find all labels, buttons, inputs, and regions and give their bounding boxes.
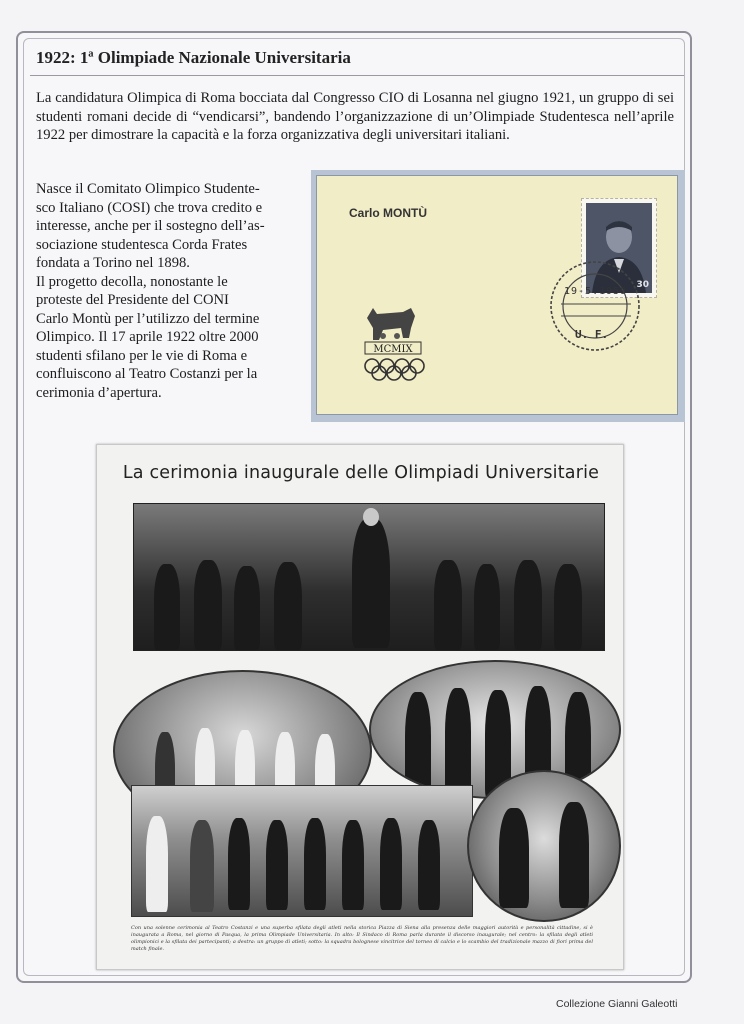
player-figure <box>228 818 250 910</box>
player-figure <box>499 808 529 908</box>
player-figure <box>418 820 440 910</box>
player-figure <box>559 802 589 908</box>
body-line: Nasce il Comitato Olimpico Studente- <box>36 181 260 197</box>
audience-figure <box>274 562 302 650</box>
clipping-caption: Con una solenne cerimonia al Teatro Costanzi e una superba sfilata degli atleti nella storica Piazza di Siena alla presenza delle maggiori autorità e personalità cittadine, si è inaugurata a Roma, nel giorno di Pasqua, la prima Olimpiade Universitaria. In alto: Il Sindaco di Roma parla durante il discorso inaugurale; nel centro: la sfilata degli atleti olimpionici e la sfilata dei partecipanti; a destra: un gruppo di atleti; sotto: la squadra bolognese vincitrice del torneo di calcio e lo scambio del tradizionale mazzo di fiori prima del match finale. <box>131 925 593 952</box>
postmark-date: 19-5.1959 <box>564 286 628 297</box>
audience-figure <box>554 564 582 650</box>
player-figure <box>304 818 326 910</box>
player-figure <box>380 818 402 910</box>
photo-football-team <box>131 785 473 917</box>
body-line: Olimpico. Il 17 aprile 1922 oltre 2000 <box>36 329 259 345</box>
page-title: 1922: 1ª Olimpiade Nazionale Universitaria <box>36 48 351 67</box>
player-figure <box>266 820 288 910</box>
player-figure <box>190 820 214 912</box>
postcard-mat <box>311 170 685 422</box>
official-figure <box>445 688 471 798</box>
emblem-roman-numeral: MCMIX <box>373 344 413 355</box>
intro-paragraph: La candidatura Olimpica di Roma bocciata dal Congresso CIO di Losanna nel giugno 1921, un gruppo di sei studenti romani decide di “vendicarsi”, bandendo l’organizzazione di un’Olimpiade Studentesca nell’aprile 1922 per dimostrare la capacità e la forza organizzativa degli universitari italiani. <box>36 90 674 143</box>
official-figure <box>405 692 431 799</box>
photo-officials-group <box>369 660 621 799</box>
stamp-value: 30 <box>636 280 649 290</box>
body-line: interesse, anche per il sostegno dell’as- <box>36 218 265 234</box>
speaker-figure <box>352 518 390 648</box>
body-line: sco Italiano (COSI) che trova credito e <box>36 199 263 216</box>
photo-ceremony-stage <box>133 503 605 651</box>
body-line: proteste del Presidente del CONI <box>36 292 229 308</box>
player-figure <box>146 816 168 912</box>
clipping-headline: La cerimonia inaugurale delle Olimpiadi Universitarie <box>122 463 600 483</box>
audience-figure <box>234 566 260 650</box>
photo-bouquet-exchange <box>467 770 621 922</box>
audience-figure <box>194 560 222 650</box>
newspaper-clipping <box>96 444 624 970</box>
body-line: sociazione studentesca Corda Frates <box>36 236 248 253</box>
postmark-cancellation <box>539 256 651 356</box>
body-line: studenti sfilano per le vie di Roma e <box>36 347 248 364</box>
title-divider <box>30 75 684 76</box>
postcard-name: Carlo MONTÙ <box>349 206 427 220</box>
audience-figure <box>474 564 500 650</box>
body-line: Carlo Montù per l’utilizzo del termine <box>36 310 260 327</box>
body-line: Il progetto decolla, nonostante le <box>36 273 228 290</box>
audience-figure <box>514 560 542 650</box>
speaker-head <box>363 508 379 526</box>
capitoline-wolf-olympic-emblem <box>353 296 433 386</box>
body-line: fondata a Torino nel 1898. <box>36 255 190 271</box>
postmark-code: U. F. <box>575 328 609 341</box>
body-line: cerimonia d’apertura. <box>36 384 162 401</box>
audience-figure <box>434 560 462 650</box>
collection-credit: Collezione Gianni Galeotti <box>556 998 678 1010</box>
body-line: confluiscono al Teatro Costanzi per la <box>36 366 258 382</box>
body-paragraph <box>36 180 298 402</box>
player-figure <box>342 820 364 910</box>
audience-figure <box>154 564 180 650</box>
postcard <box>316 175 678 415</box>
